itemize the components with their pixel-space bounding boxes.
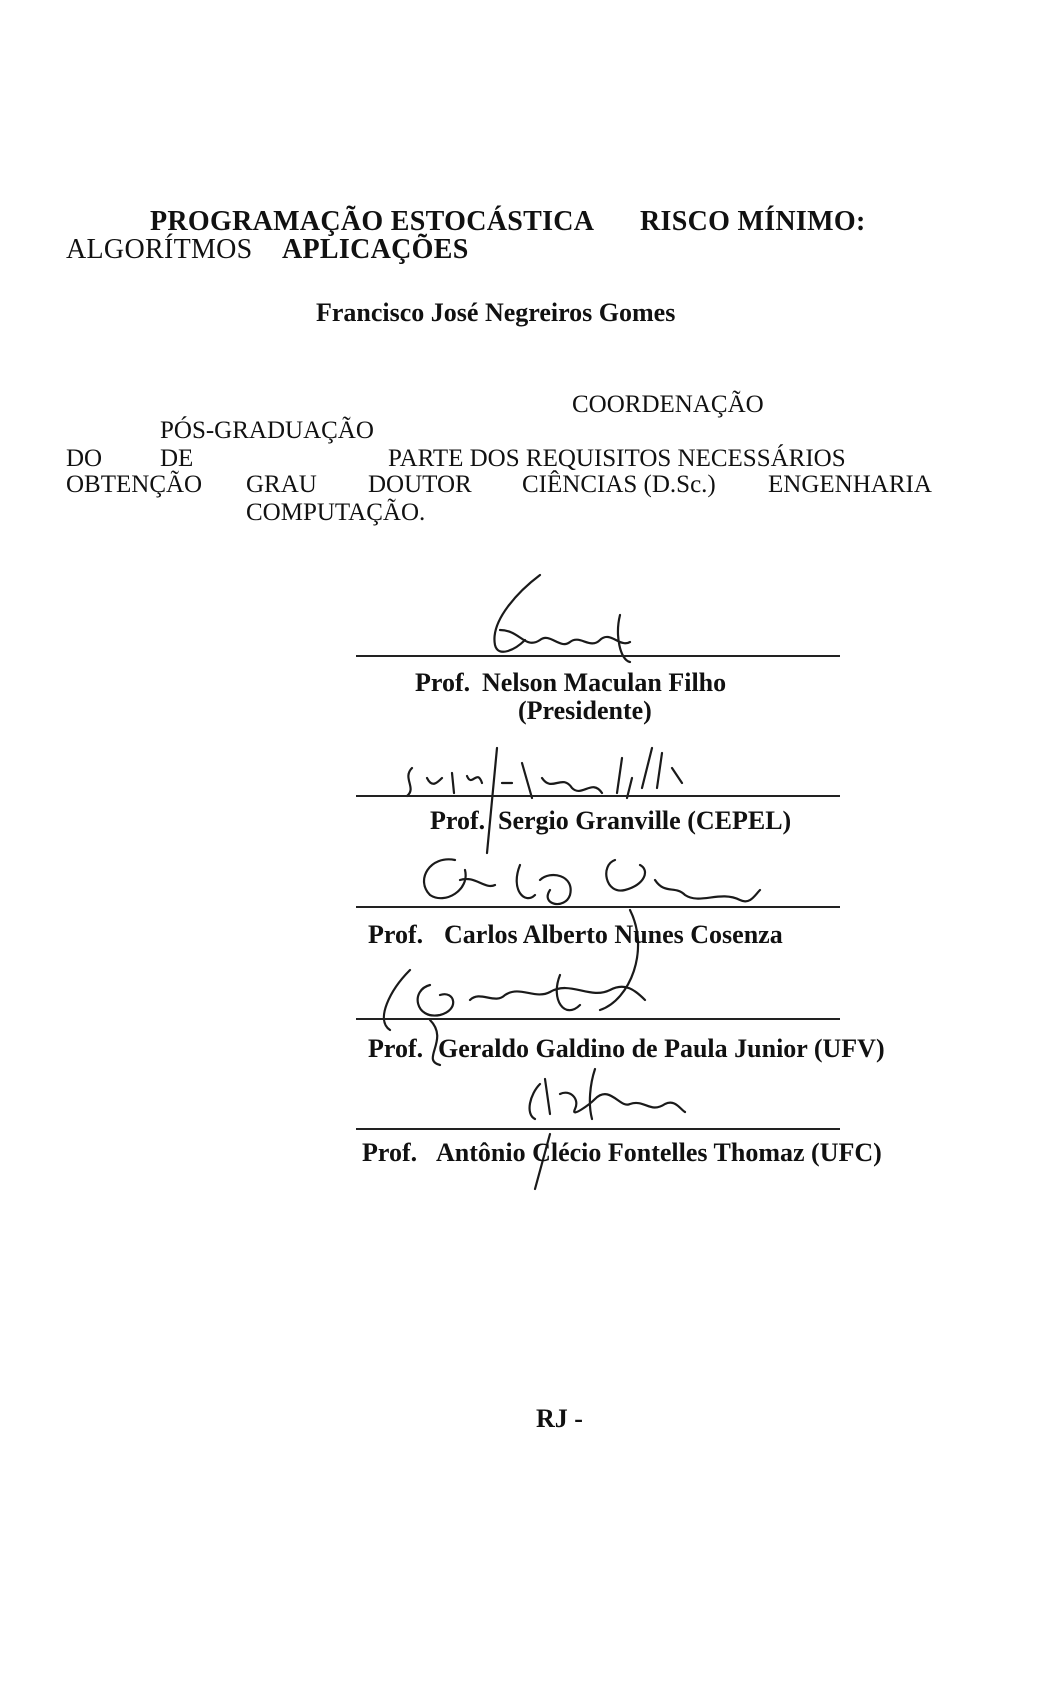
statement-coordenacao: COORDENAÇÃO bbox=[572, 391, 764, 418]
statement-pos-graduacao: PÓS-GRADUAÇÃO bbox=[160, 417, 374, 444]
member-5-prefix: Prof. bbox=[362, 1138, 418, 1167]
signature-line-2 bbox=[356, 795, 840, 797]
member-2-name: Sergio Granville (CEPEL) bbox=[498, 806, 792, 835]
member-3-prefix: Prof. bbox=[368, 920, 424, 949]
title-line2-left: ALGORÍTMOS bbox=[66, 234, 253, 265]
member-3-name: Carlos Alberto Nunes Cosenza bbox=[444, 920, 783, 949]
title-line1-right: RISCO MÍNIMO: bbox=[640, 206, 866, 237]
statement-computacao: COMPUTAÇÃO. bbox=[246, 499, 426, 526]
member-5-name: Antônio Clécio Fontelles Thomaz (UFC) bbox=[436, 1138, 882, 1167]
member-4-prefix: Prof. bbox=[368, 1034, 424, 1063]
statement-engenharia: ENGENHARIA bbox=[768, 471, 932, 498]
statement-grau: GRAU bbox=[246, 471, 317, 498]
statement-de: DE bbox=[160, 445, 194, 472]
signature-line-5 bbox=[356, 1128, 840, 1130]
title-line2-right: APLICAÇÕES bbox=[282, 234, 469, 265]
signature-sergio-granville bbox=[392, 738, 692, 858]
signature-line-4 bbox=[356, 1018, 840, 1020]
member-1-prefix: Prof. bbox=[415, 668, 471, 697]
member-1-name: Nelson Maculan Filho bbox=[482, 668, 727, 697]
member-2-prefix: Prof. bbox=[430, 806, 486, 835]
signature-line-1 bbox=[356, 655, 840, 657]
statement-ciencias: CIÊNCIAS (D.Sc.) bbox=[522, 471, 716, 498]
member-1-role: (Presidente) bbox=[518, 696, 652, 725]
signature-line-3 bbox=[356, 906, 840, 908]
statement-do: DO bbox=[66, 445, 103, 472]
statement-obtencao: OBTENÇÃO bbox=[66, 471, 203, 498]
author-name: Francisco José Negreiros Gomes bbox=[316, 298, 676, 327]
title-line1-left: PROGRAMAÇÃO ESTOCÁSTICA bbox=[150, 206, 595, 237]
statement-doutor: DOUTOR bbox=[368, 471, 472, 498]
footer-location: RJ - bbox=[536, 1404, 583, 1433]
member-4-name: Geraldo Galdino de Paula Junior (UFV) bbox=[438, 1034, 885, 1063]
signature-nelson-maculan bbox=[470, 570, 670, 665]
statement-parte: PARTE DOS REQUISITOS NECESSÁRIOS bbox=[388, 445, 846, 472]
